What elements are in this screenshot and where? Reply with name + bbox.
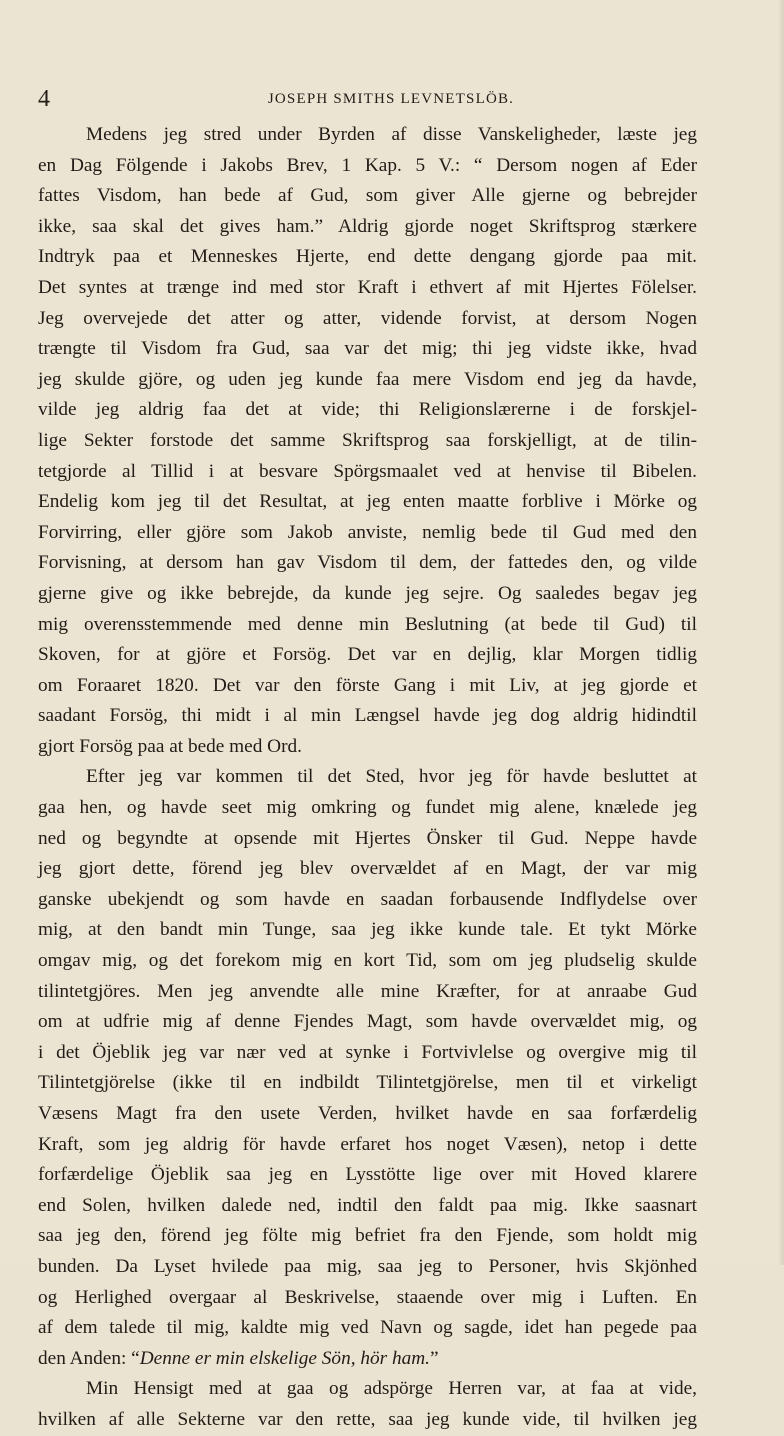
- text-line: vilde jeg aldrig faa det at vide; thi Religionslærerne i de forskjel-: [38, 399, 697, 421]
- text-line: saadant Forsög, thi midt i al min Længsel havde jeg dog aldrig hidindtil: [38, 705, 697, 727]
- text-line: tetgjorde al Tillid i at besvare Spörgsmaalet ved at henvise til Bibelen.: [38, 460, 697, 482]
- text-line: Det syntes at trænge ind med stor Kraft i ethvert af mit Hjertes Fölelser.: [38, 276, 697, 298]
- text-line: Efter jeg var kommen til det Sted, hvor jeg för havde besluttet at: [86, 766, 697, 788]
- text-line: mig overensstemmende med denne min Beslutning (at bede til Gud) til: [38, 613, 697, 635]
- text-line: Jeg overvejede det atter og atter, vidende forvist, at dersom Nogen: [38, 307, 697, 329]
- text-line: Tilintetgjörelse (ikke til en indbildt Tilintetgjörelse, men til et virkeligt: [38, 1072, 697, 1094]
- text-line: lige Sekter forstode det samme Skriftsprog saa forskjelligt, at de tilin-: [38, 429, 697, 451]
- text-line: omgav mig, og det forekom mig en kort Tid, som om jeg pludselig skulde: [38, 950, 697, 972]
- text-line: Endelig kom jeg til det Resultat, at jeg enten maatte forblive i Mörke og: [38, 491, 697, 513]
- text-line: Væsens Magt fra den usete Verden, hvilket havde en saa forfærdelig: [38, 1103, 697, 1124]
- text-line: Min Hensigt med at gaa og adspörge Herren var, at faa at vide,: [86, 1378, 697, 1400]
- page-number: 4: [38, 86, 50, 112]
- page-edge-shadow: [778, 0, 784, 1265]
- text-line: og Herlighed overgaar al Beskrivelse, staaende over mig i Luften. En: [38, 1286, 697, 1308]
- text-line: Kraft, som jeg aldrig för havde erfaret hos noget Væsen), netop i dette: [38, 1133, 697, 1155]
- text-line: fattes Visdom, han bede af Gud, som giver Alle gjerne og bebrejder: [38, 185, 697, 207]
- text-line: Skoven, for at gjöre et Forsög. Det var en dejlig, klar Morgen tidlig: [38, 644, 697, 666]
- text-line: Indtryk paa et Menneskes Hjerte, end dette dengang gjorde paa mit.: [38, 246, 697, 268]
- text-line: ned og begyndte at opsende mit Hjertes Önsker til Gud. Neppe havde: [38, 827, 697, 849]
- quote-open: den Anden: “: [38, 1347, 140, 1369]
- text-line: Forvirring, eller gjöre som Jakob anviste, nemlig bede til Gud med den: [38, 521, 697, 543]
- text-line: Medens jeg stred under Byrden af disse Vanskeligheder, læste jeg: [86, 124, 697, 145]
- text-line: Forvisning, at dersom han gav Visdom til dem, der fattedes den, og vilde: [38, 552, 697, 574]
- text-line: tilintetgjöres. Men jeg anvendte alle mine Kræfter, for at anraabe Gud: [38, 980, 697, 1002]
- text-line: af dem talede til mig, kaldte mig ved Navn og sagde, idet han pegede paa: [38, 1317, 697, 1339]
- body-text: [38, 120, 697, 1436]
- text-line: trængte til Visdom fra Gud, saa var det mig; thi jeg vidste ikke, hvad: [38, 338, 697, 360]
- text-line: i det Öjeblik jeg var nær ved at synke i Fortvivlelse og overgive mig til: [38, 1041, 697, 1063]
- text-line: gjerne give og ikke bebrejde, da kunde jeg sejre. Og saaledes begav jeg: [38, 582, 697, 604]
- text-line: gaa hen, og havde seet mig omkring og fundet mig alene, knælede jeg: [38, 797, 697, 819]
- text-line: jeg gjort dette, förend jeg blev overvældet af en Magt, der var mig: [38, 858, 697, 880]
- text-line: ikke, saa skal det gives ham.” Aldrig gjorde noget Skriftsprog stærkere: [38, 215, 697, 237]
- text-line: ganske ubekjendt og som havde en saadan forbausende Indflydelse over: [38, 888, 697, 910]
- italic-quote: Denne er min elskelige Sön, hör ham.: [139, 1347, 430, 1369]
- text-line: gjort Forsög paa at bede med Ord.: [38, 735, 302, 757]
- page-header: [38, 86, 744, 112]
- text-line: om at udfrie mig af denne Fjendes Magt, som havde overvældet mig, og: [38, 1011, 697, 1033]
- text-line: en Dag Fölgende i Jakobs Brev, 1 Kap. 5 V.: “ Dersom nogen af Eder: [38, 154, 697, 176]
- text-line: om Foraaret 1820. Det var den förste Gang i mit Liv, at jeg gjorde et: [38, 674, 697, 696]
- text-line: mig, at den bandt min Tunge, saa jeg ikke kunde tale. Et tykt Mörke: [38, 919, 697, 941]
- text-line: saa jeg den, förend jeg fölte mig befriet fra den Fjende, som holdt mig: [38, 1225, 697, 1247]
- text-line: forfærdelige Öjeblik saa jeg en Lysstötte lige over mit Hoved klarere: [38, 1164, 697, 1186]
- quote-close: ”: [429, 1347, 439, 1369]
- text-line: jeg skulde gjöre, og uden jeg kunde faa mere Visdom end jeg da havde,: [38, 368, 697, 390]
- text-line: hvilken af alle Sekterne var den rette, saa jeg kunde vide, til hvilken jeg: [38, 1408, 697, 1430]
- text-line-with-quote: [38, 1344, 697, 1375]
- text-line: bunden. Da Lyset hvilede paa mig, saa jeg to Personer, hvis Skjönhed: [38, 1255, 697, 1277]
- text-line: end Solen, hvilken dalede ned, indtil den faldt paa mig. Ikke saasnart: [38, 1194, 697, 1216]
- running-title: JOSEPH SMITHS LEVNETSLÖB.: [267, 91, 515, 107]
